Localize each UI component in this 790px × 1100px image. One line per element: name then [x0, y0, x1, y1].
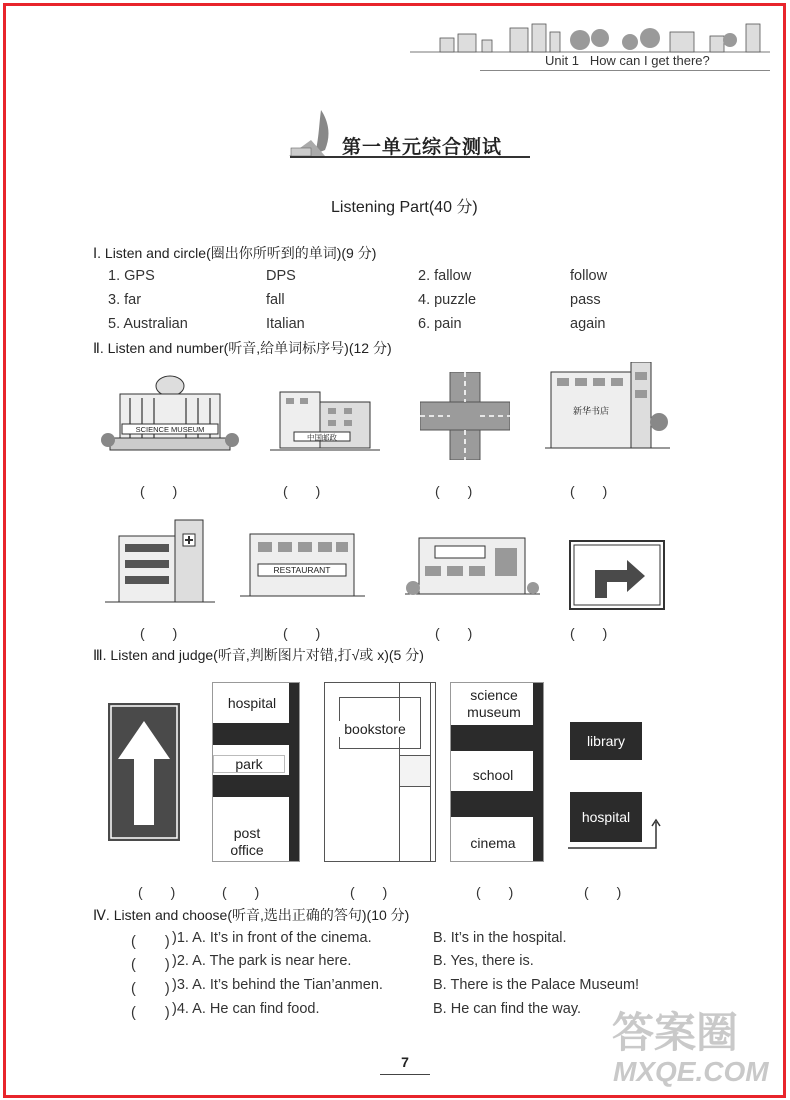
- choose-option-a[interactable]: )2. A. The park is near here.: [172, 953, 352, 969]
- choose-answer-blank[interactable]: ( ): [131, 1005, 170, 1021]
- label-museum: museum: [467, 704, 521, 720]
- choose-option-a[interactable]: )1. A. It’s in front of the cinema.: [172, 930, 372, 946]
- answer-blank[interactable]: ( ): [435, 625, 473, 641]
- bookstore-picture: [545, 362, 670, 460]
- hospital-block: hospital: [570, 792, 642, 842]
- word-option[interactable]: fall: [266, 292, 285, 308]
- bookstore-sign: 新华书店: [572, 407, 610, 417]
- unit-title: How can I get there?: [589, 53, 710, 68]
- section-3-heading: Ⅲ. Listen and judge(听音,判断图片对错,打√或 x)(5 分): [93, 647, 424, 663]
- choose-option-a[interactable]: )4. A. He can find food.: [172, 1001, 320, 1017]
- word-option[interactable]: 2. fallow: [418, 268, 472, 284]
- label-park: park: [213, 755, 285, 773]
- map-hospital-park-post: [212, 682, 300, 862]
- answer-blank[interactable]: ( ): [140, 625, 178, 641]
- label-hospital: hospital: [227, 695, 277, 711]
- answer-blank[interactable]: ( ): [584, 884, 622, 900]
- page-number: 7: [401, 1054, 409, 1070]
- label-bookstore: bookstore: [333, 721, 417, 737]
- answer-blank[interactable]: ( ): [570, 625, 608, 641]
- word-option[interactable]: 5. Australian: [108, 316, 188, 332]
- science-museum-sign: SCIENCE MUSEUM: [135, 425, 205, 434]
- answer-blank[interactable]: ( ): [283, 625, 321, 641]
- word-option[interactable]: DPS: [266, 268, 296, 284]
- cinema-building-picture: [405, 528, 540, 608]
- test-title: 第一单元综合测试: [342, 136, 503, 158]
- answer-blank[interactable]: ( ): [222, 884, 260, 900]
- answer-blank[interactable]: ( ): [435, 483, 473, 499]
- title-ornament-icon: [285, 108, 345, 160]
- library-block: library: [570, 722, 642, 760]
- answer-blank[interactable]: ( ): [138, 884, 176, 900]
- post-office-sign: 中国邮政: [307, 433, 337, 442]
- turn-arrow-icon: [568, 818, 666, 852]
- choose-answer-blank[interactable]: ( ): [131, 957, 170, 973]
- word-option[interactable]: again: [570, 316, 606, 332]
- post-office-picture: [270, 380, 380, 460]
- label-school: school: [472, 767, 514, 783]
- map-bookstore: [324, 682, 436, 862]
- answer-blank[interactable]: ( ): [570, 483, 608, 499]
- hospital-picture: [105, 510, 215, 612]
- choose-option-b[interactable]: B. Yes, there is.: [433, 953, 534, 969]
- label-science: science: [470, 687, 518, 703]
- choose-option-b[interactable]: B. It’s in the hospital.: [433, 930, 567, 946]
- turn-right-sign-picture: [569, 540, 665, 610]
- answer-blank[interactable]: ( ): [476, 884, 514, 900]
- choose-answer-blank[interactable]: ( ): [131, 981, 170, 997]
- word-option[interactable]: Italian: [266, 316, 305, 332]
- answer-blank[interactable]: ( ): [350, 884, 388, 900]
- section-4-heading: Ⅳ. Listen and choose(听音,选出正确的答句)(10 分): [93, 907, 410, 923]
- word-option[interactable]: follow: [570, 268, 608, 284]
- restaurant-sign: RESTAURANT: [273, 565, 331, 575]
- choose-answer-blank[interactable]: ( ): [131, 934, 170, 950]
- crossroads-picture: [420, 372, 510, 460]
- unit-label: Unit 1: [545, 53, 579, 68]
- label-cinema: cinema: [470, 835, 516, 851]
- section-2-heading: Ⅱ. Listen and number(听音,给单词标序号)(12 分): [93, 340, 392, 356]
- map-science-school-cinema: [450, 682, 544, 862]
- watermark-logo: 答案圈: [612, 1008, 739, 1057]
- word-option[interactable]: 4. puzzle: [418, 292, 477, 308]
- choose-option-b[interactable]: B. There is the Palace Museum!: [433, 977, 640, 993]
- label-office: office: [230, 842, 264, 858]
- watermark-url: MXQE.COM: [613, 1056, 769, 1087]
- word-option[interactable]: 1. GPS: [108, 268, 155, 284]
- restaurant-picture: [240, 520, 365, 608]
- label-post: post: [233, 825, 261, 841]
- word-option[interactable]: pass: [570, 292, 601, 308]
- listening-heading: Listening Part(40 分): [331, 199, 478, 216]
- choose-option-b[interactable]: B. He can find the way.: [433, 1001, 582, 1017]
- answer-blank[interactable]: ( ): [283, 483, 321, 499]
- section-1-heading: Ⅰ. Listen and circle(圈出你所听到的单词)(9 分): [93, 245, 377, 261]
- choose-option-a[interactable]: )3. A. It’s behind the Tian’anmen.: [172, 977, 383, 993]
- answer-blank[interactable]: ( ): [140, 483, 178, 499]
- header-townscape-icon: [410, 18, 770, 58]
- word-option[interactable]: 3. far: [108, 292, 142, 308]
- science-museum-picture: [100, 372, 240, 464]
- word-option[interactable]: 6. pain: [418, 316, 462, 332]
- go-straight-sign-picture: [108, 703, 180, 841]
